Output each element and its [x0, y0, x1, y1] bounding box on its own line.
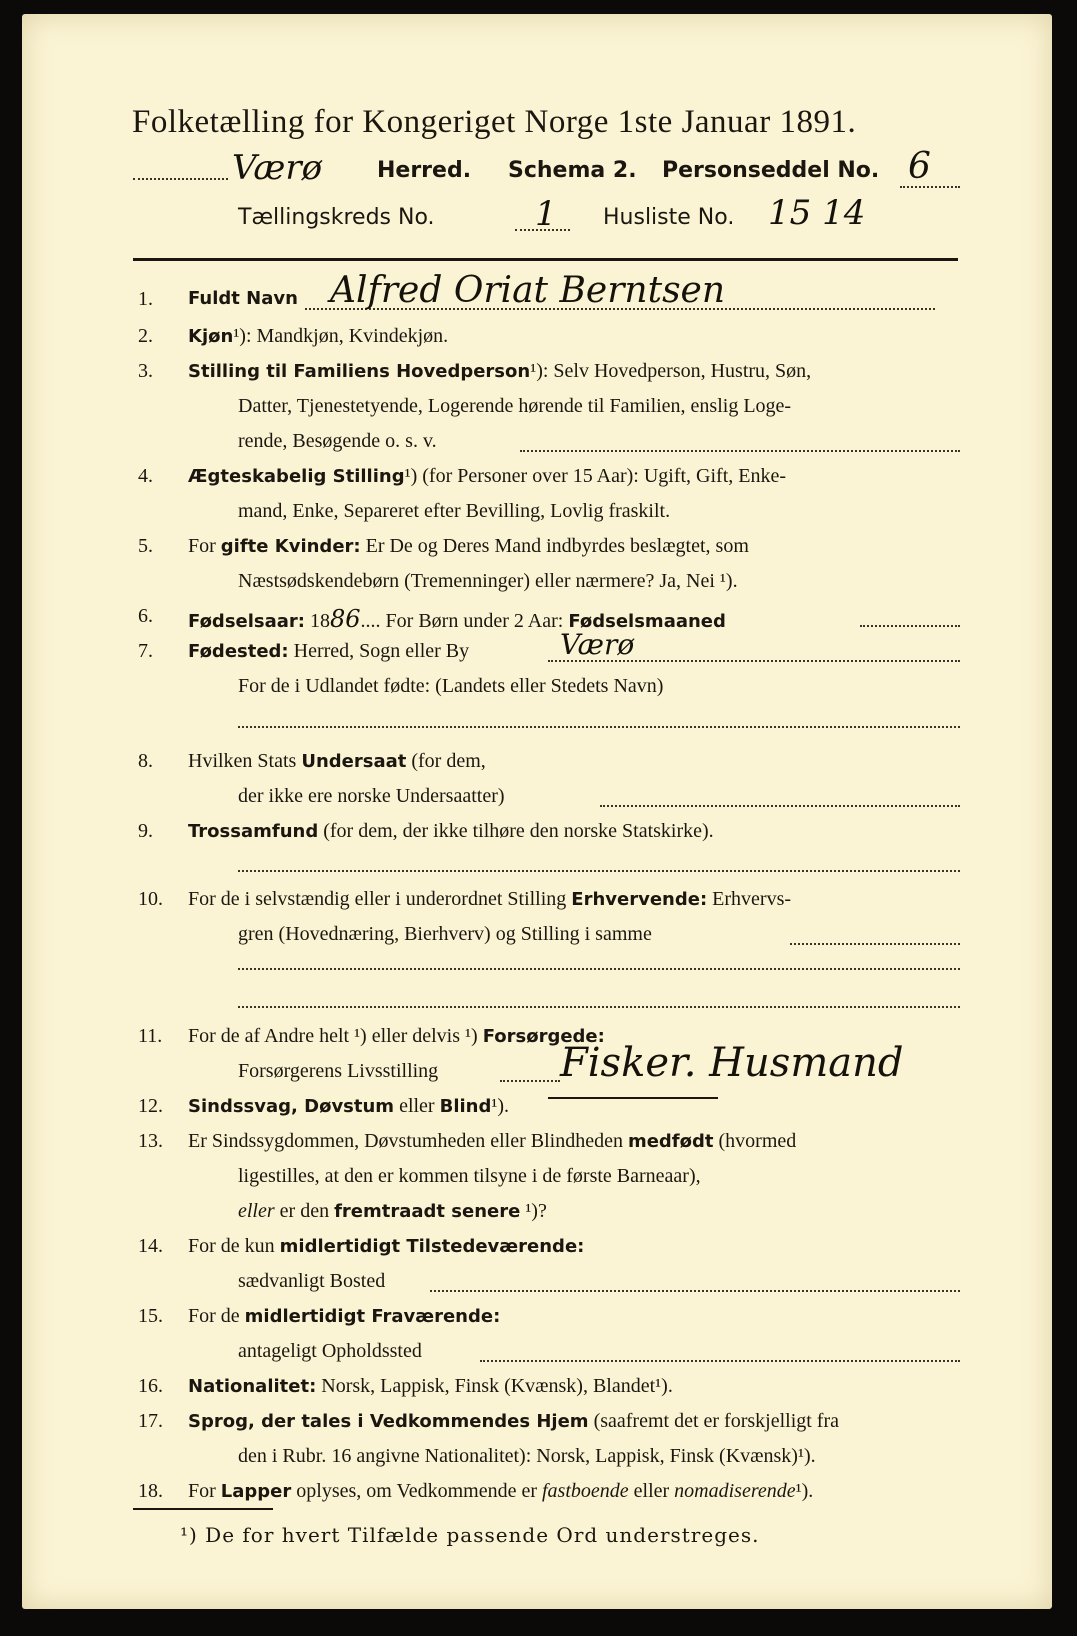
item-text: (hvormed: [713, 1130, 797, 1152]
answer-line: [238, 870, 960, 872]
answer-line: [790, 943, 960, 945]
item-label: Fuldt Navn: [188, 288, 298, 309]
husliste-number: 15 14: [768, 193, 866, 233]
item-label: Erhvervende:: [571, 889, 708, 910]
item-number: 11.: [138, 1025, 163, 1047]
item-number: 2.: [138, 325, 153, 347]
item-text: Er De og Deres Mand indbyrdes beslægtet, som: [360, 535, 749, 557]
item-number: 7.: [138, 640, 153, 662]
answer-line: [860, 625, 960, 627]
item-pre: Hvilken Stats: [188, 750, 302, 772]
item-number: 12.: [138, 1095, 163, 1117]
item-text: ¹): Selv Hovedperson, Hustru, Søn,: [530, 360, 812, 382]
item-label: midlertidigt Tilstedeværende:: [279, 1236, 585, 1257]
item-text: Erhvervs-: [707, 888, 792, 910]
item-label: Lapper: [220, 1481, 292, 1502]
herred-label: Herred.: [377, 158, 472, 183]
item-label: Sprog, der tales i Vedkommendes Hjem: [188, 1411, 589, 1432]
item-15-line2: antageligt Opholdssted: [238, 1340, 422, 1362]
item-label: Undersaat: [301, 751, 407, 772]
item-text: (for dem,: [406, 750, 486, 772]
item-number: 6.: [138, 605, 153, 627]
header-rule: [133, 258, 958, 261]
item-number: 1.: [138, 288, 153, 310]
item-text: Herred, Sogn eller By: [288, 640, 470, 662]
dotted-leader: [900, 186, 960, 188]
answer-line: [480, 1360, 960, 1362]
item-label: Trossamfund: [188, 821, 319, 842]
item-number: 9.: [138, 820, 153, 842]
answer-line: [238, 968, 960, 970]
answer-line: [430, 1290, 960, 1292]
item-10-line2: gren (Hovednæring, Bierhverv) og Stilling i samme: [238, 923, 652, 945]
answer-line: [548, 660, 960, 662]
item-number: 16.: [138, 1375, 163, 1397]
item-11-line2: Forsørgerens Livsstilling: [238, 1060, 439, 1082]
item-text: eller: [628, 1480, 675, 1502]
handwritten-underline: [548, 1097, 718, 1099]
form-title: Folketælling for Kongeriget Norge 1ste Januar 1891.: [132, 104, 857, 140]
item-text: eller: [238, 1200, 275, 1222]
item-pre: For de i selvstændig eller i underordnet Stilling: [188, 888, 572, 910]
item-7-line2: For de i Udlandet fødte: (Landets eller Stedets Navn): [238, 675, 664, 697]
item-text: ¹)?: [520, 1200, 547, 1222]
item-number: 14.: [138, 1235, 163, 1257]
item-pre: For de af Andre helt ¹) eller delvis ¹): [188, 1025, 483, 1047]
personseddel-label: Personseddel No.: [662, 158, 880, 183]
item-number: 18.: [138, 1480, 163, 1502]
item-label: Sindssvag, Døvstum: [188, 1096, 395, 1117]
item-8-line2: der ikke ere norske Undersaatter): [238, 785, 505, 807]
personseddel-number: 6: [908, 146, 931, 187]
item-text: (saafremt det er forskjelligt fra: [588, 1410, 840, 1432]
item-number: 10.: [138, 888, 163, 910]
answer-line: [238, 726, 960, 728]
answer-line: [520, 450, 960, 452]
dotted-leader: [515, 229, 570, 231]
item-number: 13.: [138, 1130, 163, 1152]
item-number: 8.: [138, 750, 153, 772]
item-text: ¹).: [491, 1095, 510, 1117]
answer-line: [500, 1080, 560, 1082]
item-5-line2: Næstsødskendebørn (Tremenninger) eller nærmere? Ja, Nei ¹).: [238, 570, 738, 592]
answer-line: [600, 805, 960, 807]
census-form-paper: [22, 14, 1052, 1609]
birth-year-answer: 86: [330, 605, 361, 633]
item-label: Fødested:: [188, 641, 289, 662]
item-label: midlertidigt Fraværende:: [244, 1306, 501, 1327]
item-pre: For: [188, 1480, 221, 1502]
item-text: ¹) (for Personer over 15 Aar): Ugift, Gift, Enke-: [404, 465, 787, 487]
husliste-label: Husliste No.: [603, 205, 735, 230]
item-label: Fødselsaar:: [188, 611, 305, 632]
item-label: Fødselsmaaned: [568, 611, 726, 632]
item-text: eller: [394, 1095, 440, 1117]
item-label: fremtraadt senere: [334, 1201, 521, 1222]
item-label: Forsørgede:: [482, 1026, 605, 1047]
kreds-label: Tællingskreds No.: [238, 205, 435, 230]
full-name-answer: Alfred Oriat Berntsen: [330, 270, 726, 311]
item-number: 3.: [138, 360, 153, 382]
item-number: 15.: [138, 1305, 163, 1327]
item-13-line3: [238, 1200, 547, 1223]
kreds-number: 1: [535, 194, 557, 234]
provider-occupation-answer: Fisker. Husmand: [560, 1040, 904, 1086]
dotted-leader: [133, 178, 228, 180]
item-17-line2: den i Rubr. 16 angivne Nationalitet): Norsk, Lappisk, Finsk (Kvænsk)¹).: [238, 1445, 816, 1467]
item-text: nomadiserende: [674, 1480, 796, 1502]
item-text: Norsk, Lappisk, Finsk (Kvænsk), Blandet¹).: [316, 1375, 673, 1397]
answer-line: [238, 1006, 960, 1008]
item-13-line2: ligestilles, at den er kommen tilsyne i de første Barneaar),: [238, 1165, 701, 1187]
item-text: er den: [274, 1200, 335, 1222]
item-label: medfødt: [627, 1131, 714, 1152]
item-text: .... For Børn under 2 Aar:: [360, 610, 569, 632]
item-number: 4.: [138, 465, 153, 487]
item-text: oplyses, om Vedkommende er: [291, 1480, 542, 1502]
item-text: ¹): Mandkjøn, Kvindekjøn.: [233, 325, 449, 347]
item-3-line2: Datter, Tjenestetyende, Logerende hørende til Familien, enslig Loge-: [238, 395, 792, 417]
item-label: Kjøn: [188, 326, 234, 347]
item-number: 5.: [138, 535, 153, 557]
item-14-line2: sædvanligt Bosted: [238, 1270, 386, 1292]
item-pre: For de: [188, 1305, 245, 1327]
item-label: Ægteskabelig Stilling: [188, 466, 405, 487]
herred-handwritten: Værø: [232, 148, 323, 188]
item-text: (for dem, der ikke tilhøre den norske Statskirke).: [318, 820, 714, 842]
footnote-rule: [133, 1508, 273, 1510]
item-label: gifte Kvinder:: [220, 536, 361, 557]
item-text: fastboende: [541, 1480, 629, 1502]
item-text: ¹).: [795, 1480, 814, 1502]
birthplace-answer: Værø: [560, 628, 635, 661]
item-pre: For: [188, 535, 221, 557]
item-number: 17.: [138, 1410, 163, 1432]
schema-label: Schema 2.: [508, 158, 637, 183]
item-pre: Er Sindssygdommen, Døvstumheden eller Blindheden: [188, 1130, 628, 1152]
footnote: ¹) De for hvert Tilfælde passende Ord understreges.: [180, 1523, 760, 1547]
item-4-line2: mand, Enke, Separeret efter Bevilling, Lovlig fraskilt.: [238, 500, 671, 522]
item-text: 18: [305, 610, 330, 632]
item-label: Nationalitet:: [188, 1376, 317, 1397]
item-label: Blind: [439, 1096, 492, 1117]
item-pre: For de kun: [188, 1235, 280, 1257]
item-3-line3: rende, Besøgende o. s. v.: [238, 430, 437, 452]
item-label: Stilling til Familiens Hovedperson: [188, 361, 531, 382]
